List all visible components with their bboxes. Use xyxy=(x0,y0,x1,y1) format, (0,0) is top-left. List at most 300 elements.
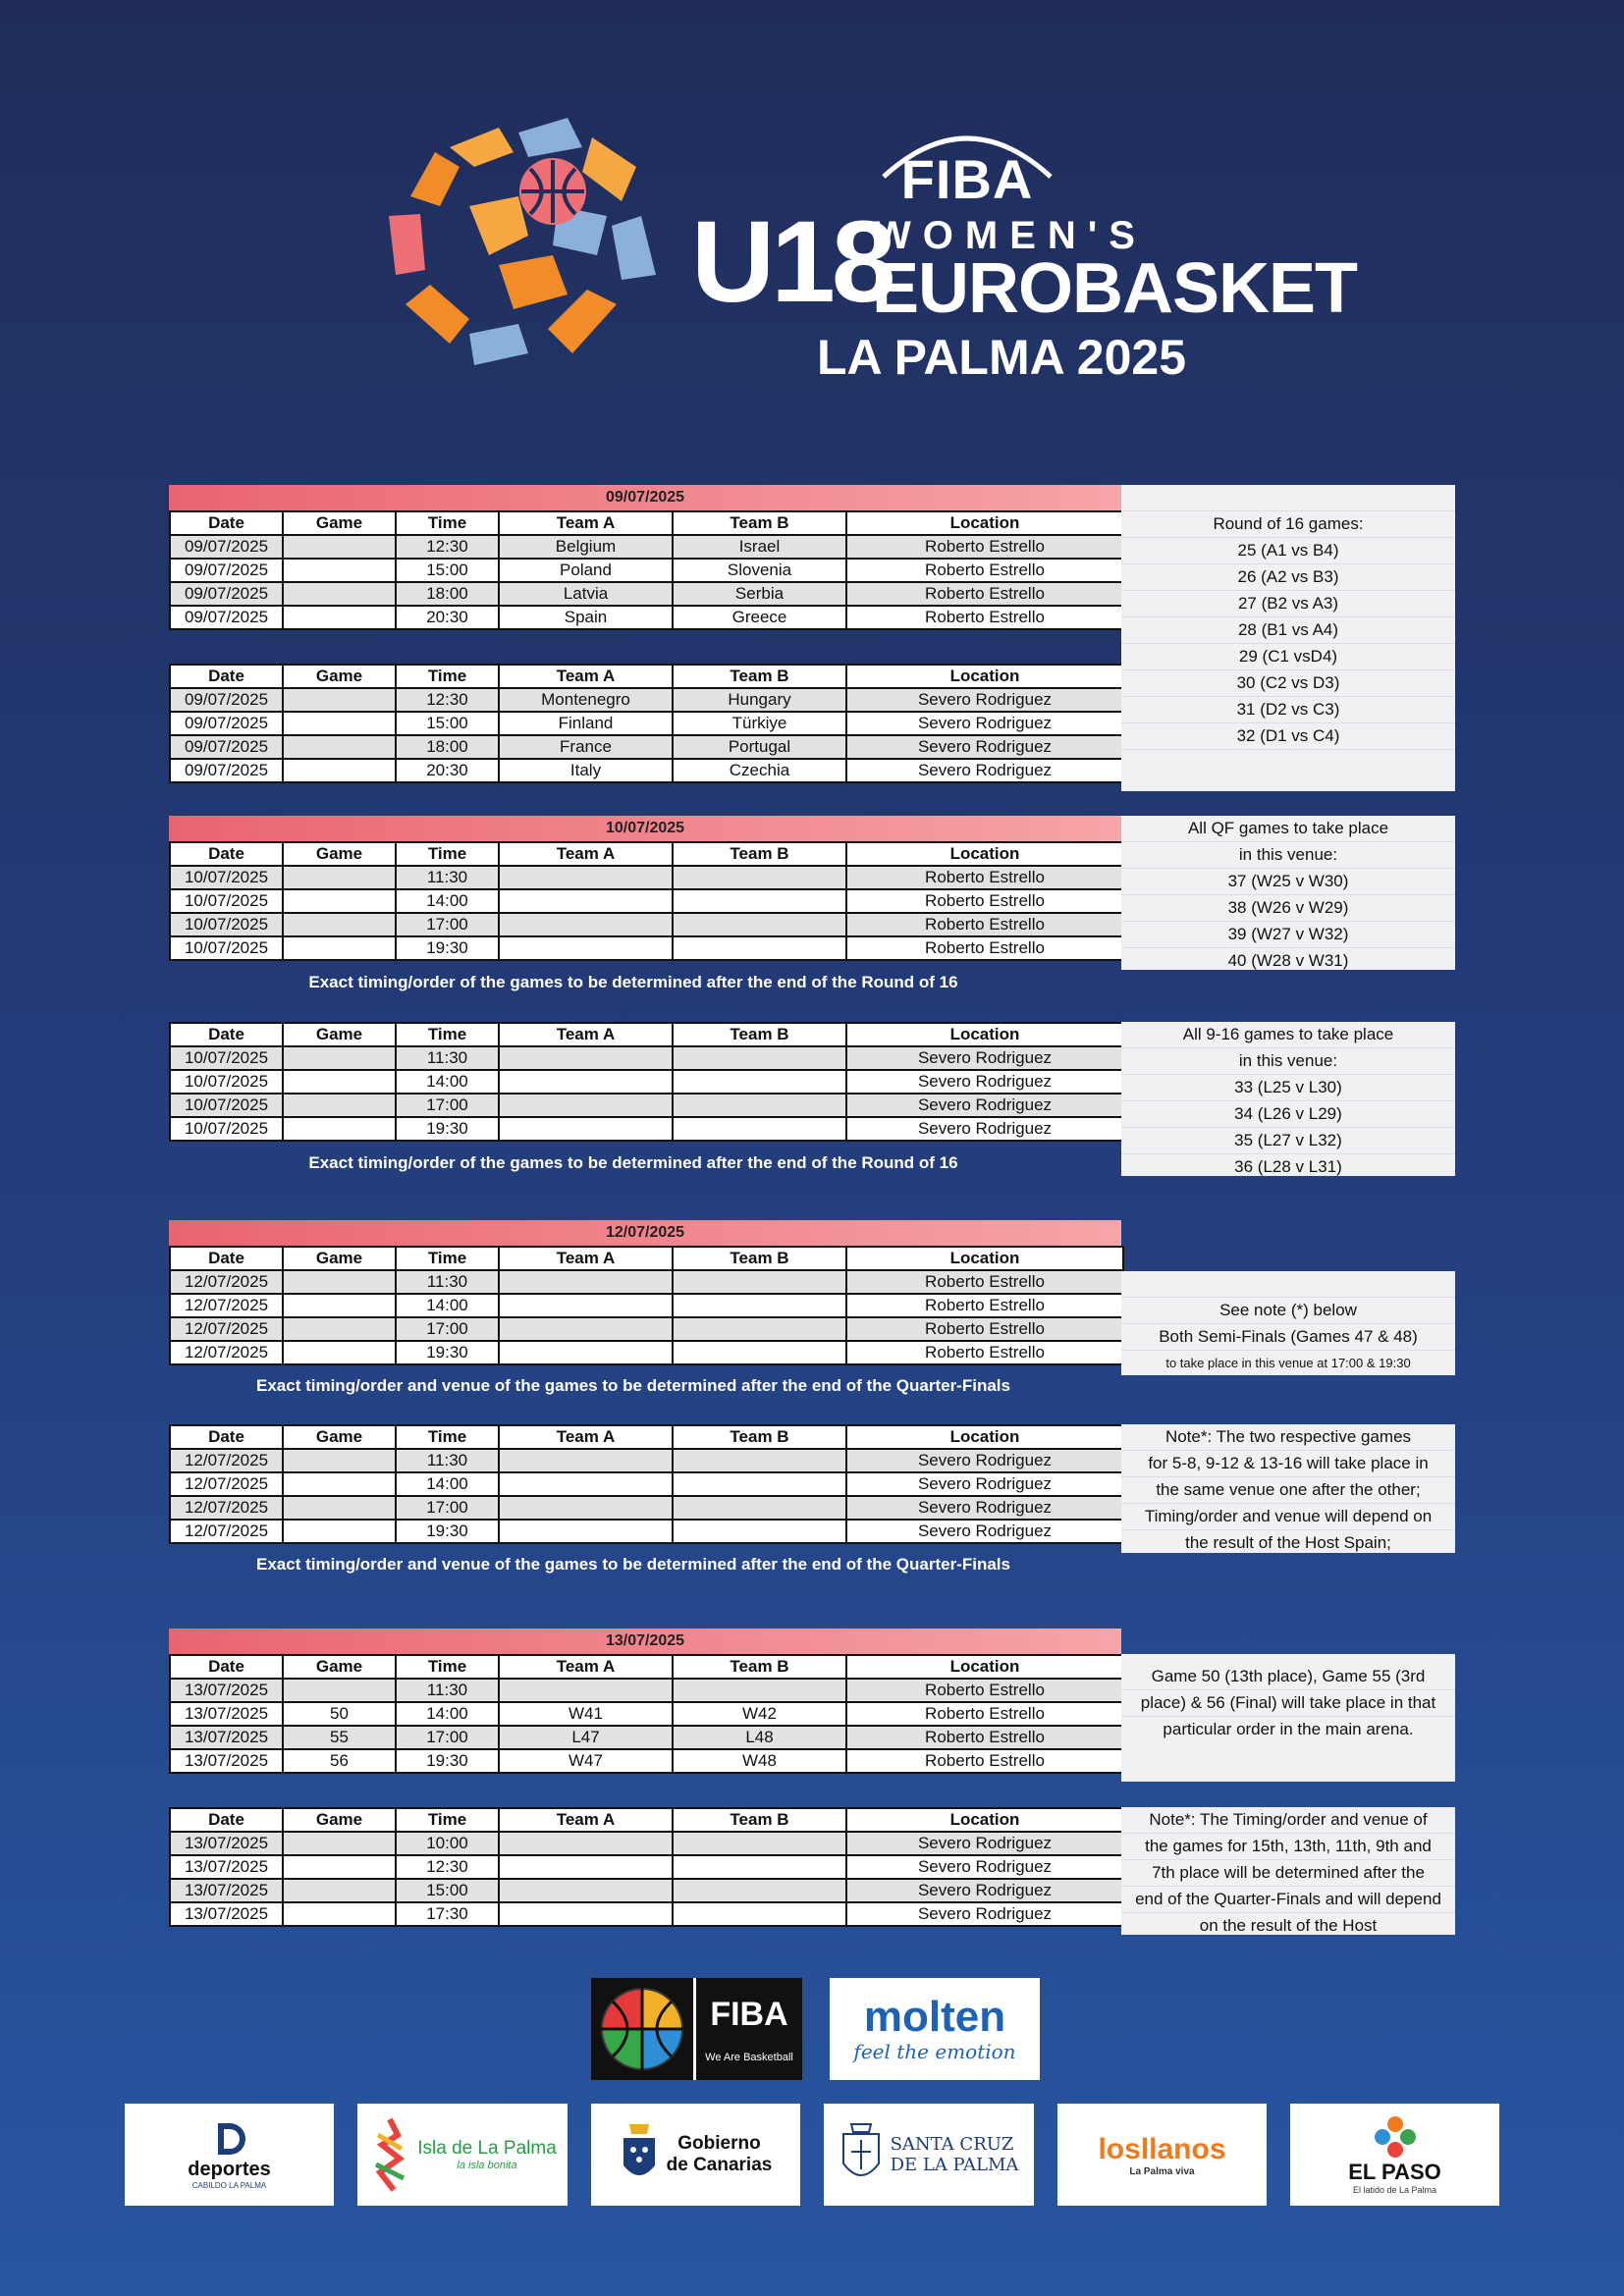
elpaso-flower-icon xyxy=(1373,2114,1418,2160)
table-row xyxy=(170,1679,1123,1702)
side-note-line: to take place in this venue at 17:00 & 19:30 xyxy=(1165,1356,1411,1370)
molten-tagline: feel the emotion xyxy=(853,2040,1016,2063)
table-cell xyxy=(499,1094,673,1117)
day1-roberto-table xyxy=(169,510,1124,630)
table-cell: Serbia xyxy=(673,582,846,606)
table-cell: Severo Rodriguez xyxy=(846,1496,1123,1520)
table-cell: L47 xyxy=(499,1726,673,1749)
table-cell: Roberto Estrello xyxy=(846,1702,1123,1726)
eurobasket-emblem-icon xyxy=(381,108,666,373)
table-cell: 13/07/2025 xyxy=(170,1855,283,1879)
side-note-line xyxy=(1121,1271,1455,1298)
table-cell: 14:00 xyxy=(396,1472,499,1496)
table-cell xyxy=(499,1046,673,1070)
table-cell xyxy=(673,1270,846,1294)
table-row xyxy=(170,535,1123,559)
table-cell: Roberto Estrello xyxy=(846,936,1123,960)
column-header: Time xyxy=(396,665,499,688)
side-note-line: 34 (L26 v L29) xyxy=(1121,1101,1455,1128)
day4-date-header: 13/07/2025 xyxy=(169,1629,1121,1654)
column-header: Team B xyxy=(673,1425,846,1449)
table-row xyxy=(170,1070,1123,1094)
side-note-line: Timing/order and venue will depend on xyxy=(1121,1504,1455,1530)
deportes-logo xyxy=(125,2104,334,2206)
day2-severo-table xyxy=(169,1022,1124,1142)
table-cell: 55 xyxy=(283,1726,396,1749)
column-header: Time xyxy=(396,1655,499,1679)
table-row xyxy=(170,606,1123,629)
side-note-line: in this venue: xyxy=(1121,842,1455,869)
table-cell: 12/07/2025 xyxy=(170,1496,283,1520)
table-cell: 09/07/2025 xyxy=(170,759,283,782)
table-cell: 17:30 xyxy=(396,1902,499,1926)
table-cell xyxy=(673,866,846,889)
table-cell: 10/07/2025 xyxy=(170,1094,283,1117)
column-header: Team A xyxy=(499,511,673,535)
table-row xyxy=(170,936,1123,960)
table-cell xyxy=(283,866,396,889)
eurobasket-title: EUROBASKET xyxy=(872,249,1358,328)
table-cell: 14:00 xyxy=(396,1070,499,1094)
table-cell: 12:30 xyxy=(396,688,499,712)
table-row xyxy=(170,1294,1123,1317)
table-cell xyxy=(499,1679,673,1702)
day4-severo-table xyxy=(169,1807,1124,1927)
table-cell: Roberto Estrello xyxy=(846,913,1123,936)
u18-title: U18 xyxy=(691,197,893,327)
table-cell xyxy=(499,1879,673,1902)
side-note-line: Note*: The Timing/order and venue of xyxy=(1121,1807,1455,1834)
column-header: Team A xyxy=(499,842,673,866)
side-note-line: All 9-16 games to take place xyxy=(1121,1022,1455,1048)
table-cell: 17:00 xyxy=(396,1094,499,1117)
side-note-line: the result of the Host Spain; xyxy=(1185,1533,1391,1552)
table-cell: 10/07/2025 xyxy=(170,913,283,936)
table-cell xyxy=(283,712,396,735)
side-note-line: place) & 56 (Final) will take place in that xyxy=(1121,1690,1455,1717)
table-cell: 19:30 xyxy=(396,936,499,960)
day4-side-panel-a xyxy=(1121,1654,1455,1782)
table-row xyxy=(170,582,1123,606)
table-cell: 15:00 xyxy=(396,712,499,735)
day3-date-header: 12/07/2025 xyxy=(169,1220,1121,1246)
molten-sponsor-logo xyxy=(830,1978,1040,2080)
table-cell xyxy=(673,1294,846,1317)
table-cell xyxy=(283,606,396,629)
table-cell: Severo Rodriguez xyxy=(846,1832,1123,1855)
table-cell: Finland xyxy=(499,712,673,735)
column-header: Location xyxy=(846,665,1123,688)
table-cell: 09/07/2025 xyxy=(170,606,283,629)
side-note-line: 7th place will be determined after the xyxy=(1121,1860,1455,1887)
table-cell: 19:30 xyxy=(396,1749,499,1773)
column-header: Game xyxy=(283,665,396,688)
column-header: Location xyxy=(846,1247,1123,1270)
deportes-sub: CABILDO LA PALMA xyxy=(191,2181,267,2190)
column-header: Date xyxy=(170,842,283,866)
table-cell xyxy=(283,913,396,936)
table-cell: Roberto Estrello xyxy=(846,1341,1123,1364)
isla-logo xyxy=(357,2104,568,2206)
side-note-line: 37 (W25 v W30) xyxy=(1121,869,1455,895)
table-row xyxy=(170,1702,1123,1726)
gobierno-line1: Gobierno xyxy=(677,2133,761,2154)
column-header: Date xyxy=(170,1655,283,1679)
table-cell xyxy=(673,1472,846,1496)
table-cell xyxy=(283,1449,396,1472)
column-header: Time xyxy=(396,1425,499,1449)
table-cell: Greece xyxy=(673,606,846,629)
table-cell: 12/07/2025 xyxy=(170,1520,283,1543)
table-cell: Severo Rodriguez xyxy=(846,1879,1123,1902)
fiba-sponsor-tagline: We Are Basketball xyxy=(705,2051,793,2063)
column-header: Game xyxy=(283,1655,396,1679)
table-cell: 09/07/2025 xyxy=(170,559,283,582)
event-header xyxy=(0,0,1624,432)
table-cell xyxy=(283,1294,396,1317)
table-cell: Roberto Estrello xyxy=(846,1726,1123,1749)
side-note-line: Note*: The two respective games xyxy=(1121,1424,1455,1451)
table-cell xyxy=(499,1270,673,1294)
table-row xyxy=(170,1879,1123,1902)
column-header: Time xyxy=(396,511,499,535)
table-cell xyxy=(673,1449,846,1472)
gobierno-line2: de Canarias xyxy=(666,2155,773,2175)
table-cell xyxy=(283,582,396,606)
table-cell: 10/07/2025 xyxy=(170,866,283,889)
day2-note-b: Exact timing/order of the games to be determined after the end of the Round of 16 xyxy=(308,1153,958,1172)
table-row xyxy=(170,1046,1123,1070)
table-cell: 10/07/2025 xyxy=(170,936,283,960)
table-cell xyxy=(673,1341,846,1364)
table-cell xyxy=(673,1855,846,1879)
column-header: Team B xyxy=(673,1247,846,1270)
table-cell: 17:00 xyxy=(396,1317,499,1341)
table-cell xyxy=(673,1496,846,1520)
table-row xyxy=(170,559,1123,582)
table-cell: 13/07/2025 xyxy=(170,1879,283,1902)
side-note-line: on the result of the Host xyxy=(1199,1916,1378,1935)
table-cell: 17:00 xyxy=(396,913,499,936)
isla-name: Isla de La Palma xyxy=(417,2138,557,2159)
table-cell: 12/07/2025 xyxy=(170,1294,283,1317)
side-note-line: for 5-8, 9-12 & 13-16 will take place in xyxy=(1121,1451,1455,1477)
side-note-line: 35 (L27 v L32) xyxy=(1121,1128,1455,1154)
column-header: Team B xyxy=(673,1655,846,1679)
table-cell: Severo Rodriguez xyxy=(846,1855,1123,1879)
fiba-sponsor-logo xyxy=(591,1978,802,2080)
table-cell: 11:30 xyxy=(396,1449,499,1472)
table-row xyxy=(170,1117,1123,1141)
table-cell: 11:30 xyxy=(396,1270,499,1294)
table-cell xyxy=(283,1520,396,1543)
table-cell xyxy=(499,936,673,960)
table-cell: Severo Rodriguez xyxy=(846,1472,1123,1496)
table-row xyxy=(170,735,1123,759)
table-cell xyxy=(283,688,396,712)
table-cell: Israel xyxy=(673,535,846,559)
table-cell: 19:30 xyxy=(396,1117,499,1141)
table-cell: 50 xyxy=(283,1702,396,1726)
side-note-line: 40 (W28 v W31) xyxy=(1227,951,1349,970)
day4-side-panel-b xyxy=(1121,1807,1455,1935)
table-cell xyxy=(499,1070,673,1094)
side-note-line: 25 (A1 vs B4) xyxy=(1121,538,1455,564)
table-cell xyxy=(283,1679,396,1702)
table-header-row xyxy=(170,511,1123,535)
table-header-row xyxy=(170,1023,1123,1046)
table-cell: Türkiye xyxy=(673,712,846,735)
table-cell xyxy=(673,1520,846,1543)
column-header: Team B xyxy=(673,842,846,866)
table-cell: 10/07/2025 xyxy=(170,1070,283,1094)
fiba-wordmark xyxy=(879,110,1056,208)
table-cell: 13/07/2025 xyxy=(170,1679,283,1702)
day3-note-a: Exact timing/order and venue of the games to be determined after the end of the Quarter-Finals xyxy=(256,1376,1010,1395)
table-cell: Hungary xyxy=(673,688,846,712)
gobierno-logo xyxy=(591,2104,800,2206)
table-row xyxy=(170,1317,1123,1341)
table-cell: Latvia xyxy=(499,582,673,606)
deportes-d-icon xyxy=(210,2119,249,2159)
table-header-row xyxy=(170,1655,1123,1679)
column-header: Time xyxy=(396,1808,499,1832)
day2-date-header: 10/07/2025 xyxy=(169,816,1121,841)
column-header: Team A xyxy=(499,665,673,688)
santacruz-logo xyxy=(824,2104,1034,2206)
table-cell: Roberto Estrello xyxy=(846,606,1123,629)
side-note-line: 30 (C2 vs D3) xyxy=(1121,670,1455,697)
fiba-ball-icon xyxy=(591,1978,693,2080)
day4-roberto-table xyxy=(169,1654,1124,1774)
table-cell xyxy=(283,1879,396,1902)
table-cell xyxy=(499,1520,673,1543)
column-header: Time xyxy=(396,1247,499,1270)
table-cell: Severo Rodriguez xyxy=(846,712,1123,735)
column-header: Date xyxy=(170,1247,283,1270)
column-header: Location xyxy=(846,1808,1123,1832)
table-cell: 12/07/2025 xyxy=(170,1317,283,1341)
column-header: Location xyxy=(846,511,1123,535)
losllanos-logo xyxy=(1057,2104,1267,2206)
column-header: Team A xyxy=(499,1808,673,1832)
table-row xyxy=(170,1094,1123,1117)
column-header: Team A xyxy=(499,1247,673,1270)
table-cell xyxy=(673,1046,846,1070)
table-row xyxy=(170,1726,1123,1749)
table-cell: W48 xyxy=(673,1749,846,1773)
table-cell: Severo Rodriguez xyxy=(846,1070,1123,1094)
side-note-line: 27 (B2 vs A3) xyxy=(1121,591,1455,617)
table-cell xyxy=(673,936,846,960)
gobierno-crest-icon xyxy=(620,2120,659,2189)
molten-name: molten xyxy=(863,1993,1006,2041)
table-cell: 18:00 xyxy=(396,735,499,759)
table-row xyxy=(170,889,1123,913)
table-cell: 10/07/2025 xyxy=(170,1046,283,1070)
table-cell: 12/07/2025 xyxy=(170,1472,283,1496)
table-cell: 12/07/2025 xyxy=(170,1270,283,1294)
table-cell: Severo Rodriguez xyxy=(846,1117,1123,1141)
table-cell: 14:00 xyxy=(396,889,499,913)
table-cell xyxy=(283,735,396,759)
side-note-line: Game 50 (13th place), Game 55 (3rd xyxy=(1121,1664,1455,1690)
table-cell xyxy=(499,1117,673,1141)
table-cell: 11:30 xyxy=(396,1046,499,1070)
table-cell xyxy=(283,1855,396,1879)
table-cell: Severo Rodriguez xyxy=(846,735,1123,759)
table-cell: 11:30 xyxy=(396,866,499,889)
side-note-line: the games for 15th, 13th, 11th, 9th and xyxy=(1121,1834,1455,1860)
table-cell: 13/07/2025 xyxy=(170,1702,283,1726)
table-cell: L48 xyxy=(673,1726,846,1749)
side-note-line: 39 (W27 v W32) xyxy=(1121,922,1455,948)
table-cell xyxy=(673,1094,846,1117)
table-row xyxy=(170,759,1123,782)
table-header-row xyxy=(170,842,1123,866)
side-note-line: Both Semi-Finals (Games 47 & 48) xyxy=(1121,1324,1455,1351)
table-cell: Roberto Estrello xyxy=(846,866,1123,889)
table-cell: 14:00 xyxy=(396,1294,499,1317)
table-cell xyxy=(283,1902,396,1926)
column-header: Team B xyxy=(673,1808,846,1832)
womens-title: WOMEN'S xyxy=(874,214,1147,257)
table-header-row xyxy=(170,665,1123,688)
table-cell xyxy=(673,1117,846,1141)
table-cell: Roberto Estrello xyxy=(846,535,1123,559)
table-cell: Roberto Estrello xyxy=(846,1294,1123,1317)
table-cell xyxy=(499,1317,673,1341)
column-header: Time xyxy=(396,842,499,866)
table-cell: Severo Rodriguez xyxy=(846,1520,1123,1543)
table-cell: 09/07/2025 xyxy=(170,535,283,559)
table-cell xyxy=(673,1070,846,1094)
table-cell xyxy=(283,1270,396,1294)
side-note-line: end of the Quarter-Finals and will depend xyxy=(1121,1887,1455,1913)
table-cell: 20:30 xyxy=(396,759,499,782)
table-cell: 13/07/2025 xyxy=(170,1902,283,1926)
column-header: Team B xyxy=(673,511,846,535)
table-cell: 09/07/2025 xyxy=(170,712,283,735)
table-row xyxy=(170,1855,1123,1879)
table-cell xyxy=(673,1317,846,1341)
table-cell xyxy=(499,866,673,889)
day3-severo-table xyxy=(169,1424,1124,1544)
side-note-line: 28 (B1 vs A4) xyxy=(1121,617,1455,644)
table-row xyxy=(170,1520,1123,1543)
table-cell xyxy=(673,1679,846,1702)
table-cell: 10:00 xyxy=(396,1832,499,1855)
table-cell: Roberto Estrello xyxy=(846,1679,1123,1702)
table-cell: Severo Rodriguez xyxy=(846,1046,1123,1070)
table-row xyxy=(170,1496,1123,1520)
table-cell: Severo Rodriguez xyxy=(846,1902,1123,1926)
table-cell: 09/07/2025 xyxy=(170,688,283,712)
table-cell: 15:00 xyxy=(396,1879,499,1902)
table-cell xyxy=(283,559,396,582)
table-cell xyxy=(673,1832,846,1855)
day1-date-header: 09/07/2025 xyxy=(169,485,1121,510)
santacruz-line2: DE LA PALMA xyxy=(890,2155,1019,2175)
table-cell: Severo Rodriguez xyxy=(846,759,1123,782)
table-cell: Roberto Estrello xyxy=(846,582,1123,606)
side-note-line: the same venue one after the other; xyxy=(1121,1477,1455,1504)
column-header: Game xyxy=(283,1247,396,1270)
table-cell xyxy=(283,759,396,782)
table-cell xyxy=(283,889,396,913)
column-header: Date xyxy=(170,1425,283,1449)
table-cell: Spain xyxy=(499,606,673,629)
side-note-line: particular order in the main arena. xyxy=(1163,1720,1414,1738)
table-row xyxy=(170,1749,1123,1773)
table-cell: 12:30 xyxy=(396,535,499,559)
table-cell xyxy=(673,1879,846,1902)
table-cell: France xyxy=(499,735,673,759)
losllanos-name: losllanos xyxy=(1098,2132,1226,2165)
table-cell: Roberto Estrello xyxy=(846,1270,1123,1294)
side-note-line: 38 (W26 v W29) xyxy=(1121,895,1455,922)
table-row xyxy=(170,1472,1123,1496)
column-header: Date xyxy=(170,1023,283,1046)
table-row xyxy=(170,1270,1123,1294)
table-header-row xyxy=(170,1425,1123,1449)
table-cell: Italy xyxy=(499,759,673,782)
day2-roberto-table xyxy=(169,841,1124,961)
table-cell xyxy=(499,1832,673,1855)
table-cell: 20:30 xyxy=(396,606,499,629)
table-cell: Czechia xyxy=(673,759,846,782)
column-header: Location xyxy=(846,1655,1123,1679)
side-note-line: 29 (C1 vsD4) xyxy=(1121,644,1455,670)
table-row xyxy=(170,913,1123,936)
table-cell xyxy=(499,913,673,936)
column-header: Time xyxy=(396,1023,499,1046)
table-cell xyxy=(499,1496,673,1520)
column-header: Team A xyxy=(499,1655,673,1679)
isla-figure-icon xyxy=(368,2115,411,2194)
table-cell: 13/07/2025 xyxy=(170,1749,283,1773)
table-cell: 12/07/2025 xyxy=(170,1449,283,1472)
column-header: Team B xyxy=(673,1023,846,1046)
table-cell: Montenegro xyxy=(499,688,673,712)
table-cell xyxy=(499,1472,673,1496)
day3-note-b: Exact timing/order and venue of the games to be determined after the end of the Quarter-Finals xyxy=(256,1555,1010,1574)
table-cell xyxy=(499,1341,673,1364)
day2-side-panel-b xyxy=(1121,1022,1455,1176)
table-cell: W47 xyxy=(499,1749,673,1773)
table-cell xyxy=(499,889,673,913)
column-header: Game xyxy=(283,1425,396,1449)
column-header: Location xyxy=(846,1023,1123,1046)
table-cell: Roberto Estrello xyxy=(846,1749,1123,1773)
santacruz-line1: SANTA CRUZ xyxy=(890,2134,1014,2155)
column-header: Game xyxy=(283,511,396,535)
table-row xyxy=(170,1449,1123,1472)
table-header-row xyxy=(170,1247,1123,1270)
table-row xyxy=(170,866,1123,889)
side-note-line: 33 (L25 v L30) xyxy=(1121,1075,1455,1101)
isla-sub: la isla bonita xyxy=(457,2160,517,2171)
table-cell: 09/07/2025 xyxy=(170,582,283,606)
table-cell: 10/07/2025 xyxy=(170,1117,283,1141)
table-cell xyxy=(283,936,396,960)
deportes-name: deportes xyxy=(188,2159,271,2180)
day2-note-a: Exact timing/order of the games to be determined after the end of the Round of 16 xyxy=(308,973,958,991)
table-cell: 12/07/2025 xyxy=(170,1341,283,1364)
column-header: Team A xyxy=(499,1023,673,1046)
table-cell: 13/07/2025 xyxy=(170,1832,283,1855)
table-row xyxy=(170,1832,1123,1855)
